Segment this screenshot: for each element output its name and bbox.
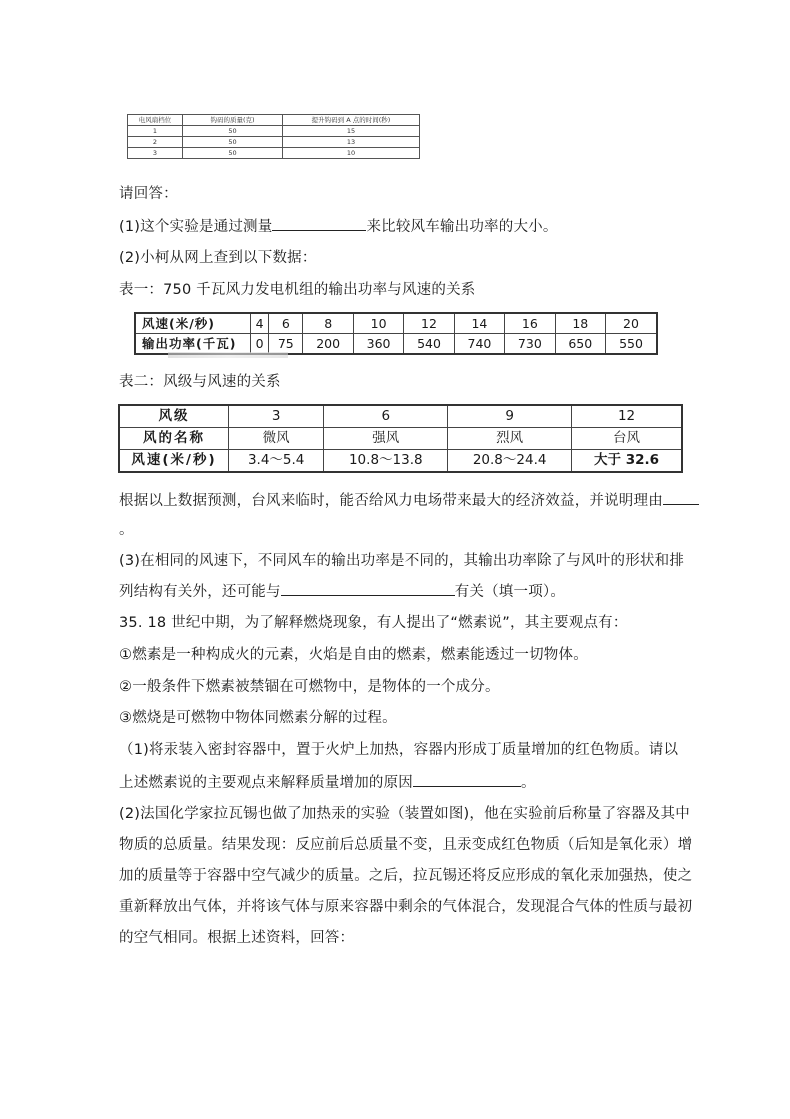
table-cell: 650	[555, 334, 605, 355]
table-cell: 18	[555, 313, 605, 334]
answer-blank[interactable]	[281, 581, 455, 596]
question-text: 来比较风车输出功率的大小。	[366, 219, 558, 235]
table-cell: 50	[183, 126, 283, 137]
table-cell: 10.8～13.8	[324, 450, 448, 473]
table-cell: 12	[572, 405, 682, 428]
scan-smudge	[168, 352, 288, 358]
table-cell: 12	[404, 313, 454, 334]
table-header-cell: 钩码的质量(克)	[183, 115, 283, 126]
fan-experiment-table	[127, 114, 420, 159]
question-35-2-line4: 重新释放出气体，并将该气体与原来容器中剩余的气体混合，发现混合气体的性质与最初	[119, 899, 693, 915]
table-row	[135, 313, 657, 334]
question-35-1-line1: （1)将汞装入密封容器中，置于火炉上加热，容器内形成丁质量增加的红色物质。请以	[119, 742, 679, 758]
question-text: 上述燃素说的主要观点来解释质量增加的原因	[119, 775, 413, 791]
table-cell: 9	[448, 405, 572, 428]
table-cell: 6	[269, 313, 303, 334]
power-windspeed-table	[134, 312, 658, 355]
question-35-2-line5: 的空气相同。根据上述资料，回答：	[119, 930, 355, 946]
table-cell: 大于 32.6	[572, 450, 682, 473]
table-cell: 3	[229, 405, 324, 428]
question-2: (2)小柯从网上查到以下数据：	[119, 250, 317, 266]
table-row	[128, 137, 420, 148]
table1-title: 表一：750 千瓦风力发电机组的输出功率与风速的关系	[119, 282, 476, 298]
table-row	[135, 334, 657, 355]
question-3-line1: (3)在相同的风速下，不同风车的输出功率是不同的，其输出功率除了与风叶的形状和排	[119, 553, 685, 569]
point-3: ③燃烧是可燃物中物体同燃素分解的过程。	[119, 710, 397, 726]
table-cell: 强风	[324, 428, 448, 450]
windlevel-table	[118, 404, 683, 473]
question-2-prompt	[119, 490, 699, 511]
answer-prompt: 请回答：	[119, 186, 178, 202]
row-label: 风级	[119, 405, 229, 428]
table-cell: 14	[454, 313, 504, 334]
table-cell: 730	[505, 334, 555, 355]
answer-blank[interactable]	[663, 490, 699, 505]
table-cell: 3.4～5.4	[229, 450, 324, 473]
table-cell: 8	[303, 313, 353, 334]
table-row	[128, 148, 420, 159]
question-text: 有关（填一项）。	[454, 584, 566, 600]
table-cell: 0	[251, 334, 269, 355]
point-2: ②一般条件下燃素被禁锢在可燃物中，是物体的一个成分。	[119, 679, 500, 695]
question-35-2-line3: 加的质量等于容器中空气减少的质量。之后，拉瓦锡还将反应形成的氧化汞加强热，使之	[119, 868, 693, 884]
table-cell: 10	[283, 148, 420, 159]
table-row	[128, 126, 420, 137]
table-cell: 13	[283, 137, 420, 148]
table-row	[119, 428, 682, 450]
question-text: 根据以上数据预测，台风来临时，能否给风力电场带来最大的经济效益，并说明理由	[119, 493, 663, 509]
table-cell: 740	[454, 334, 504, 355]
question-35-2-line1: (2)法国化学家拉瓦锡也做了加热汞的实验（装置如图)，他在实验前后称量了容器及其中	[119, 806, 690, 822]
question-text: 列结构有关外，还可能与	[119, 584, 281, 600]
question-35-1-line2	[119, 772, 536, 793]
question-3-line2	[119, 581, 565, 602]
table-cell: 550	[605, 334, 657, 355]
table-cell: 540	[404, 334, 454, 355]
question-1	[119, 216, 558, 237]
table-cell: 台风	[572, 428, 682, 450]
table-cell: 15	[283, 126, 420, 137]
answer-blank[interactable]	[272, 216, 366, 231]
table2-title: 表二：风级与风速的关系	[119, 374, 281, 390]
table-cell: 微风	[229, 428, 324, 450]
table-cell: 20	[605, 313, 657, 334]
table-header-cell: 电风扇档位	[128, 115, 183, 126]
table-header-row	[128, 115, 420, 126]
table-row	[119, 405, 682, 428]
row-label: 风速(米/秒)	[119, 450, 229, 473]
question-35: 35. 18 世纪中期，为了解释燃烧现象，有人提出了“燃素说”，其主要观点有：	[119, 615, 628, 631]
table-cell: 6	[324, 405, 448, 428]
table-row	[119, 450, 682, 473]
table-cell: 16	[505, 313, 555, 334]
table-cell: 10	[353, 313, 403, 334]
table-cell: 烈风	[448, 428, 572, 450]
question-text: 。	[521, 775, 536, 791]
question-text: (1)这个实验是通过测量	[119, 219, 273, 235]
table-cell: 3	[128, 148, 183, 159]
row-label: 输出功率(千瓦)	[135, 334, 251, 355]
point-1: ①燃素是一种构成火的元素，火焰是自由的燃素，燃素能透过一切物体。	[119, 647, 588, 663]
table-cell: 200	[303, 334, 353, 355]
table-cell: 1	[128, 126, 183, 137]
row-label: 风速(米/秒)	[135, 313, 251, 334]
table-cell: 360	[353, 334, 403, 355]
row-label: 风的名称	[119, 428, 229, 450]
table-cell: 20.8～24.4	[448, 450, 572, 473]
question-35-2-line2: 物质的总质量。结果发现：反应前后总质量不变，且汞变成红色物质（后知是氧化汞）增	[119, 837, 693, 853]
table-cell: 50	[183, 137, 283, 148]
answer-blank[interactable]	[413, 772, 521, 787]
table-cell: 2	[128, 137, 183, 148]
table-cell: 50	[183, 148, 283, 159]
question-text: 。	[119, 522, 134, 538]
table-cell: 75	[269, 334, 303, 355]
table-cell: 4	[251, 313, 269, 334]
table-header-cell: 提升钩码到 A 点的时间(秒)	[283, 115, 420, 126]
